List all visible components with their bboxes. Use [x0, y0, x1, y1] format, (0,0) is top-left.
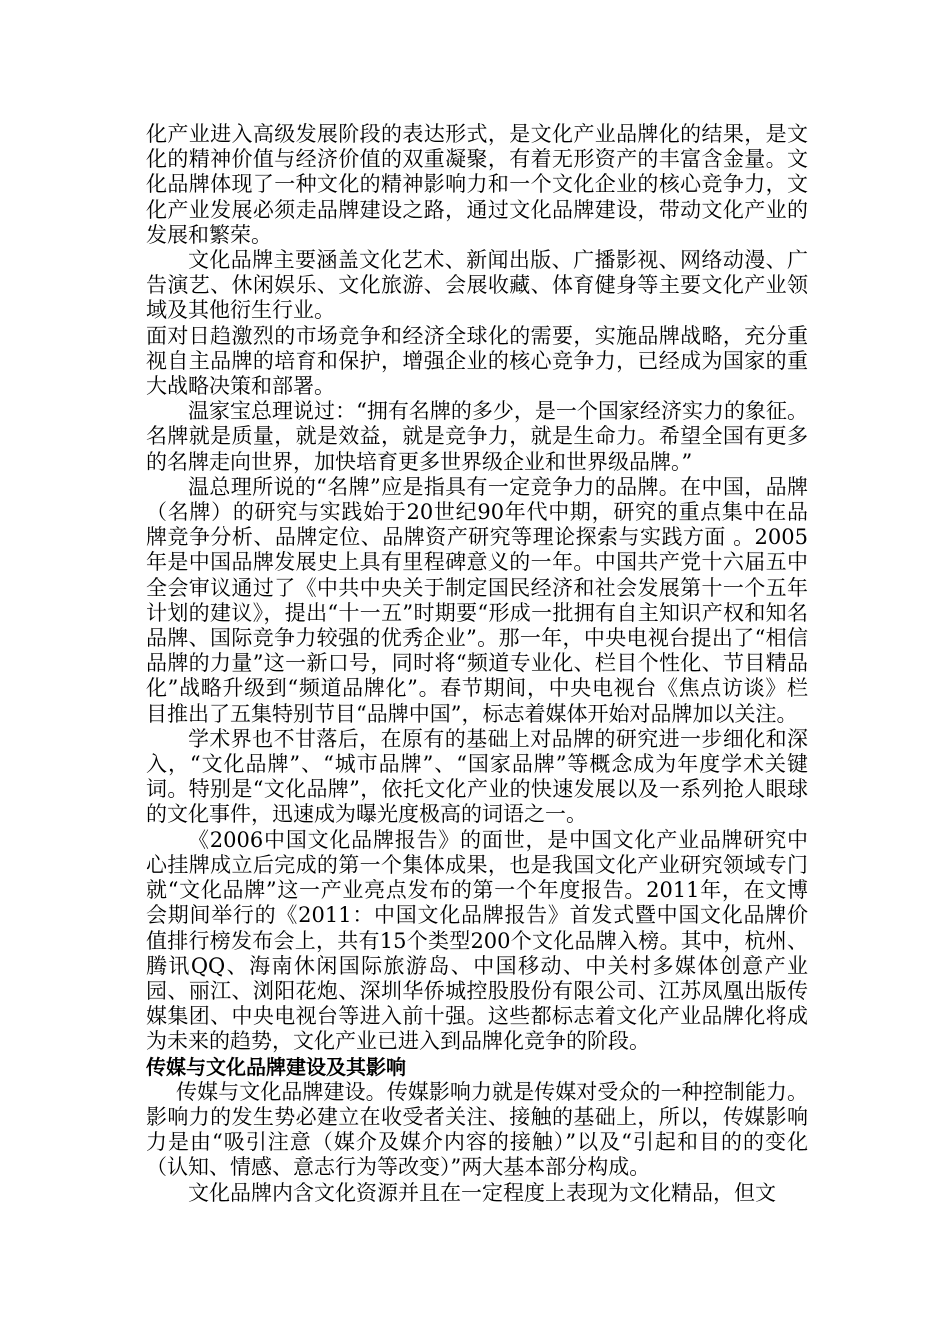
paragraph-7: 《2006中国文化品牌报告》的面世，是中国文化产业品牌研究中心挂牌成立后完成的第一个集体成果，也是我国文化产业研究领域专门就“文化品牌”这一产业亮点发布的第一个年度报告。2011年，在文博会期间举行的《2011：中国文化品牌报告》首发式暨中国文化品牌价值排行榜发布会上，共有15个类型200个文化品牌入榜。其中，杭州、腾讯QQ、海南休闲国际旅游岛、中国移动、中关村多媒体创意产业园、丽江、浏阳花炮、深圳华侨城控股股份有限公司、江苏凤凰出版传媒集团、中央电视台等进入前十强。这些都标志着文化产业品牌化将成为未来的趋势，文化产业已进入到品牌化竞争的阶段。	[146, 827, 808, 1054]
paragraph-8: 传媒与文化品牌建设。传媒影响力就是传媒对受众的一种控制能力。影响力的发生势必建立在收受者关注、接触的基础上，所以，传媒影响力是由“吸引注意（媒介及媒介内容的接触）”以及“引起和目的的变化（认知、情感、意志行为等改变）”两大基本部分构成。	[146, 1079, 808, 1180]
section-heading: 传媒与文化品牌建设及其影响	[146, 1054, 406, 1079]
paragraph-6: 学术界也不甘落后，在原有的基础上对品牌的研究进一步细化和深入，“文化品牌”、“城市品牌”、“国家品牌”等概念成为年度学术关键词。特别是“文化品牌”，依托文化产业的快速发展以及一系列抢人眼球的文化事件，迅速成为曝光度极高的词语之一。	[146, 726, 808, 827]
paragraph-1: 化产业进入高级发展阶段的表达形式，是文化产业品牌化的结果，是文化的精神价值与经济价值的双重凝聚，有着无形资产的丰富含金量。文化品牌体现了一种文化的精神影响力和一个文化企业的核心竞争力，文化产业发展必须走品牌建设之路，通过文化品牌建设，带动文化产业的发展和繁荣。	[146, 122, 808, 247]
paragraph-3: 面对日趋激烈的市场竞争和经济全球化的需要，实施品牌战略，充分重视自主品牌的培育和保护，增强企业的核心竞争力，已经成为国家的重大战略决策和部署。	[146, 323, 808, 399]
paragraph-4: 温家宝总理说过：“拥有名牌的多少，是一个国家经济实力的象征。名牌就是质量，就是效益，就是竞争力，就是生命力。希望全国有更多的名牌走向世界，加快培育更多世界级企业和世界级品牌。”	[146, 399, 808, 474]
document-body	[146, 122, 808, 1206]
paragraph-9: 文化品牌内含文化资源并且在一定程度上表现为文化精品，但文	[188, 1180, 776, 1205]
paragraph-2: 文化品牌主要涵盖文化艺术、新闻出版、广播影视、网络动漫、广告演艺、休闲娱乐、文化旅游、会展收藏、体育健身等主要文化产业领域及其他衍生行业。	[146, 248, 808, 323]
paragraph-5: 温总理所说的“名牌”应是指具有一定竞争力的品牌。在中国，品牌（名牌）的研究与实践始于20世纪90年代中期，研究的重点集中在品牌竞争分析、品牌定位、品牌资产研究等理论探索与实践方面 。2005年是中国品牌发展史上具有里程碑意义的一年。中国共产党十六届五中全会审议通过了《中共中央关于制定国民经济和社会发展第十一个五年计划的建议》，提出“十一五”时期要“形成一批拥有自主知识产权和知名品牌、国际竞争力较强的优秀企业”。那一年，中央电视台提出了“相信品牌的力量”这一新口号，同时将“频道专业化、栏目个性化、节目精品化”战略升级到“频道品牌化”。春节期间，中央电视台《焦点访谈》栏目推出了五集特别节目“品牌中国”，标志着媒体开始对品牌加以关注。	[146, 474, 808, 726]
